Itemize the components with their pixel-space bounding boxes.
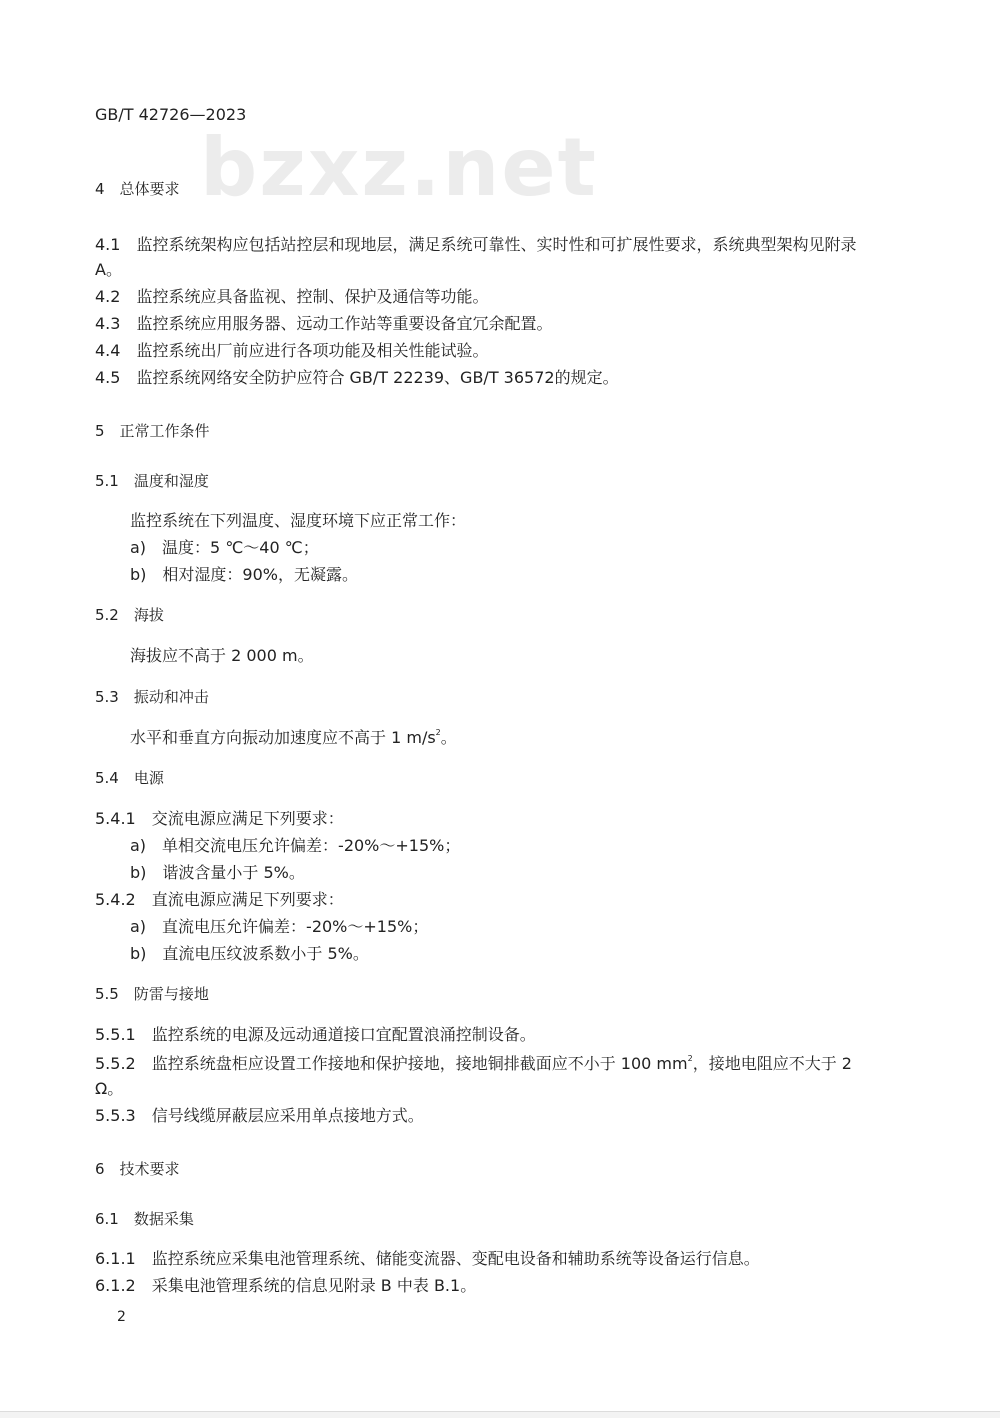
section-5-2-title: 5.2 海拔: [95, 606, 164, 624]
clause-5-4-1-item-b: b) 谐波含量小于 5%。: [130, 863, 305, 882]
superscript: 2: [435, 728, 441, 737]
clause-4-1-number: 4.1: [95, 235, 121, 254]
superscript: 2: [687, 1054, 693, 1063]
section-5-4-title: 5.4 电源: [95, 769, 164, 787]
clause-4-3: 4.3 监控系统应用服务器、远动工作站等重要设备宜冗余配置。: [95, 314, 553, 333]
clause-5-5-2-main: 5.5.2 监控系统盘柜应设置工作接地和保护接地，接地铜排截面应不小于 100 mm: [95, 1054, 688, 1073]
clause-5-1-item-b: b) 相对湿度：90%，无凝露。: [130, 565, 358, 584]
clause-5-4-2-item-a: a) 直流电压允许偏差：-20%～+15%；: [130, 917, 429, 936]
watermark: bzxz.net: [200, 121, 598, 214]
clause-5-3-text: [130, 727, 457, 749]
clause-6-1-1: 6.1.1 监控系统应采集电池管理系统、储能变流器、变配电设备和辅助系统等设备运行信息。: [95, 1249, 760, 1268]
section-4-title: 4 总体要求: [95, 180, 180, 198]
section-5-title: 5 正常工作条件: [95, 422, 210, 440]
section-5-1-title: 5.1 温度和湿度: [95, 472, 209, 490]
clause-5-1-item-a: a) 温度：5 ℃～40 ℃；: [130, 538, 319, 557]
clause-5-5-2-end: ，接地电阻应不大于 2 Ω。: [95, 1054, 852, 1098]
clause-5-4-2: 5.4.2 直流电源应满足下列要求：: [95, 890, 344, 909]
section-6-1-title: 6.1 数据采集: [95, 1210, 194, 1228]
clause-5-3-end: 。: [440, 728, 457, 747]
clause-5-4-1: 5.4.1 交流电源应满足下列要求：: [95, 809, 344, 828]
clause-4-1: [95, 232, 885, 282]
clause-4-5: 4.5 监控系统网络安全防护应符合 GB/T 22239、GB/T 36572的规定。: [95, 368, 619, 387]
clause-5-5-1: 5.5.1 监控系统的电源及远动通道接口宜配置浪涌控制设备。: [95, 1025, 536, 1044]
clause-4-4: 4.4 监控系统出厂前应进行各项功能及相关性能试验。: [95, 341, 489, 360]
standard-number: GB/T 42726—2023: [95, 105, 247, 124]
clause-5-4-1-item-a: a) 单相交流电压允许偏差：-20%～+15%；: [130, 836, 461, 855]
clause-4-1-text: 监控系统架构应包括站控层和现地层，满足系统可靠性、实时性和可扩展性要求，系统典型架构见附录 A。: [95, 235, 857, 279]
clause-5-4-2-item-b: b) 直流电压纹波系数小于 5%。: [130, 944, 369, 963]
section-5-5-title: 5.5 防雷与接地: [95, 985, 209, 1003]
clause-5-5-3: 5.5.3 信号线缆屏蔽层应采用单点接地方式。: [95, 1106, 424, 1125]
clause-5-2-text: 海拔应不高于 2 000 m。: [130, 646, 314, 665]
clause-5-3-main: 水平和垂直方向振动加速度应不高于 1 m/s: [130, 728, 436, 747]
clause-5-1-intro: 监控系统在下列温度、湿度环境下应正常工作：: [130, 511, 467, 530]
section-5-3-title: 5.3 振动和冲击: [95, 688, 209, 706]
page-number: 2: [117, 1309, 126, 1325]
clause-6-1-2: 6.1.2 采集电池管理系统的信息见附录 B 中表 B.1。: [95, 1276, 477, 1295]
clause-4-2: 4.2 监控系统应具备监视、控制、保护及通信等功能。: [95, 287, 489, 306]
clause-5-5-2: [95, 1051, 885, 1101]
section-6-title: 6 技术要求: [95, 1160, 180, 1178]
